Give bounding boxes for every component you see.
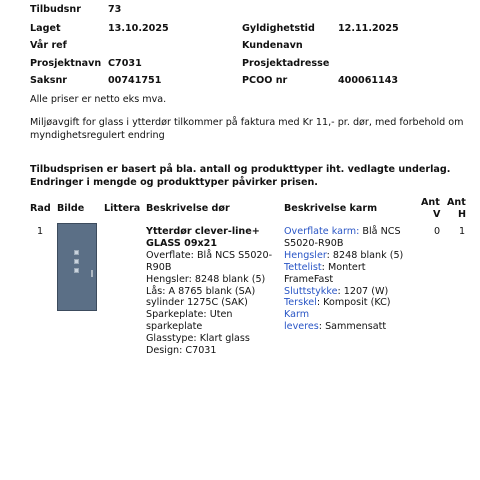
frame-tettelist-label: Tettelist <box>284 261 322 273</box>
var-ref-label: Vår ref <box>30 40 67 51</box>
door-spec-line: Hengsler: 8248 blank (5) <box>146 273 266 285</box>
col-header-beskrivelse-dor: Beskrivelse dør <box>146 203 230 214</box>
laget-label: Laget <box>30 23 61 34</box>
door-title-line-2: GLASS 09x21 <box>146 237 218 249</box>
frame-hengsler-label: Hengsler <box>284 249 327 261</box>
col-header-ant-h-top: Ant <box>447 197 466 208</box>
price-basis-line-2: Endringer i mengde og produkttyper påvirker prisen. <box>30 177 318 188</box>
frame-leveres-label: leveres <box>284 321 319 333</box>
col-header-rad: Rad <box>30 203 51 214</box>
prosjektadresse-label: Prosjektadresse <box>242 58 330 69</box>
frame-terskel-label: Terskel <box>284 297 317 309</box>
tilbudsnr-value: 73 <box>108 4 122 15</box>
door-image <box>57 223 97 311</box>
frame-terskel-value: : Komposit (KC) <box>316 297 391 309</box>
tilbudsnr-label: Tilbudsnr <box>30 4 81 15</box>
door-window-pane <box>74 250 79 255</box>
door-spec-line: Design: C7031 <box>146 345 217 357</box>
col-header-ant-h-bottom: H <box>458 209 467 220</box>
frame-sluttstykke-value: : 1207 (W) <box>337 285 389 297</box>
door-spec-line: R90B <box>146 261 172 273</box>
pcoo-label: PCOO nr <box>242 75 288 86</box>
door-title-line-1: Ytterdør clever-line+ <box>146 226 260 237</box>
frame-overflate-value-2: S5020-R90B <box>284 237 344 249</box>
saksnr-value: 00741751 <box>108 75 162 86</box>
frame-sluttstykke-label: Sluttstykke <box>284 285 338 297</box>
prosjektnavn-label: Prosjektnavn <box>30 58 102 69</box>
frame-tettelist-value-2: FrameFast <box>284 273 334 285</box>
door-spec-line: Lås: A 8765 blank (SA) <box>146 285 256 297</box>
saksnr-label: Saksnr <box>30 75 68 86</box>
door-handle <box>91 270 93 277</box>
col-header-beskrivelse-karm: Beskrivelse karm <box>284 203 378 214</box>
kundenavn-label: Kundenavn <box>242 40 303 51</box>
col-header-bilde: Bilde <box>57 203 85 214</box>
door-window-pane <box>74 268 79 273</box>
door-description <box>146 226 272 357</box>
frame-overflate-label: Overflate karm: <box>284 226 360 237</box>
door-spec-line: sparkeplate <box>146 321 203 333</box>
frame-overflate-value: Blå NCS <box>359 226 401 237</box>
door-spec-line: Sparkeplate: Uten <box>146 309 233 321</box>
pcoo-value: 400061143 <box>338 75 399 86</box>
price-note: Alle priser er netto eks mva. <box>30 94 167 105</box>
col-header-littera: Littera <box>104 203 141 214</box>
gyldighetstid-value: 12.11.2025 <box>338 23 399 34</box>
ant-v-value: 0 <box>434 226 441 237</box>
col-header-ant-v-top: Ant <box>421 197 440 208</box>
frame-leveres-value: : Sammensatt <box>318 321 387 333</box>
frame-tettelist-value: : Montert <box>321 261 366 273</box>
door-spec-line: Overflate: Blå NCS S5020- <box>146 249 273 261</box>
row-number: 1 <box>37 226 44 237</box>
frame-description <box>284 226 403 333</box>
gyldighetstid-label: Gyldighetstid <box>242 23 315 34</box>
door-spec-line: sylinder 1275C (SAK) <box>146 297 248 309</box>
price-basis-line-1: Tilbudsprisen er basert på bla. antall og produkttyper iht. vedlagte underlag. <box>30 164 451 175</box>
door-window-pane <box>74 259 79 264</box>
frame-hengsler-value: : 8248 blank (5) <box>326 249 404 261</box>
laget-value: 13.10.2025 <box>108 23 169 34</box>
door-spec-line: Glasstype: Klart glass <box>146 333 250 345</box>
prosjektnavn-value: C7031 <box>108 58 142 69</box>
environment-fee-note: Miljøavgift for glass i ytterdør tilkommer på faktura med Kr 11,- pr. dør, med forbehold om myndighetsregulert endring <box>30 117 464 141</box>
col-header-ant-v-bottom: V <box>433 209 441 220</box>
ant-h-value: 1 <box>459 226 466 237</box>
frame-karm-label: Karm <box>284 309 310 321</box>
